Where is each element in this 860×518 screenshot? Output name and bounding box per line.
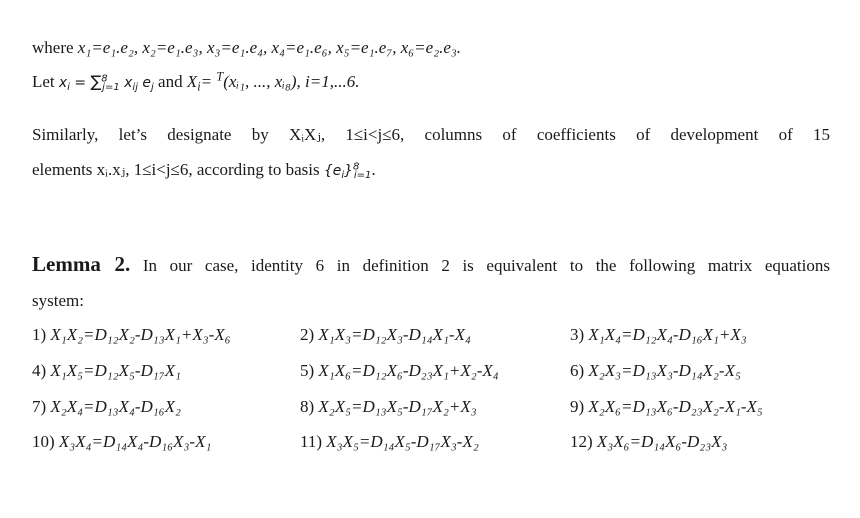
let-word: Let: [32, 72, 59, 91]
equation-12: 12) X₃X₆=D₁₄X₆-D₂₃X₃: [570, 432, 728, 451]
equation-4: 4) X₁X₅=D₁₂X₅-D₁₇X₁: [32, 361, 181, 380]
equation-10: 10) X₃X₄=D₁₄X₄-D₁₆X₃-X₁: [32, 432, 212, 451]
equation-8: 8) X₂X₅=D₁₃X₅-D₁₇X₂+X₃: [300, 397, 477, 416]
equation-9: 9) X₂X₆=D₁₃X₆-D₂₃X₂-X₁-X₅: [570, 397, 763, 416]
column-definition-tail: (xᵢ₁, ..., xᵢ₈), i=1,...6.: [223, 72, 360, 91]
column-definition: $X_i=$ $^T$(xᵢ₁, ..., xᵢ₈), i=1,...6.: [186, 69, 360, 94]
let-definition-line: [32, 71, 360, 94]
and-word: and: [153, 72, 187, 91]
paragraph-line-2-end: .: [371, 160, 376, 179]
equation-1: 1) X₁X₂=D₁₂X₂-D₁₃X₁+X₃-X₆: [32, 325, 231, 344]
equation-5: 5) X₁X₆=D₁₂X₆-D₂₃X₁+X₂-X₄: [300, 361, 499, 380]
equation-7: 7) X₂X₄=D₁₃X₄-D₁₆X₂: [32, 397, 181, 416]
sum-formula: $x_i = \sum^8_{j=1}$ $x_{ij}$ $e_j$: [58, 72, 154, 93]
lemma-text: In our case, identity 6 in definition 2 is equivalent to the following matrix equations: [130, 256, 830, 275]
element-definitions: x₁=e₁.e₂, x₂=e₁.e₃, x₃=e₁.e₄, x₄=e₁.e₆, x₅=e₁.e₇, x₆=e₂.e₃.: [77, 38, 462, 57]
lemma-title: Lemma 2.: [32, 252, 131, 276]
where-word: where: [32, 38, 78, 57]
equation-3: 3) X₁X₄=D₁₂X₄-D₁₆X₁+X₃: [570, 325, 747, 344]
equation-11: 11) X₃X₅=D₁₄X₅-D₁₇X₃-X₂: [300, 432, 479, 451]
document-page: [32, 0, 832, 518]
paragraph-line-2: [32, 159, 376, 182]
basis-definitions-line: [32, 37, 461, 59]
equation-2: 2) X₁X₃=D₁₂X₃-D₁₄X₁-X₄: [300, 325, 471, 344]
lemma-line-2: system:: [32, 291, 84, 310]
paragraph-line-1: Similarly, let’s designate by XᵢXⱼ, 1≤i<j≤6, columns of coefficients of development of 15: [32, 125, 830, 144]
basis-set-formula: $\{e_i\}^8_{i=1}$: [323, 161, 372, 181]
lemma-line-1: [32, 253, 830, 277]
equation-6: 6) X₂X₃=D₁₃X₃-D₁₄X₂-X₅: [570, 361, 741, 380]
paragraph-line-2-text: elements xᵢ.xⱼ, 1≤i<j≤6, according to basis: [32, 160, 324, 179]
